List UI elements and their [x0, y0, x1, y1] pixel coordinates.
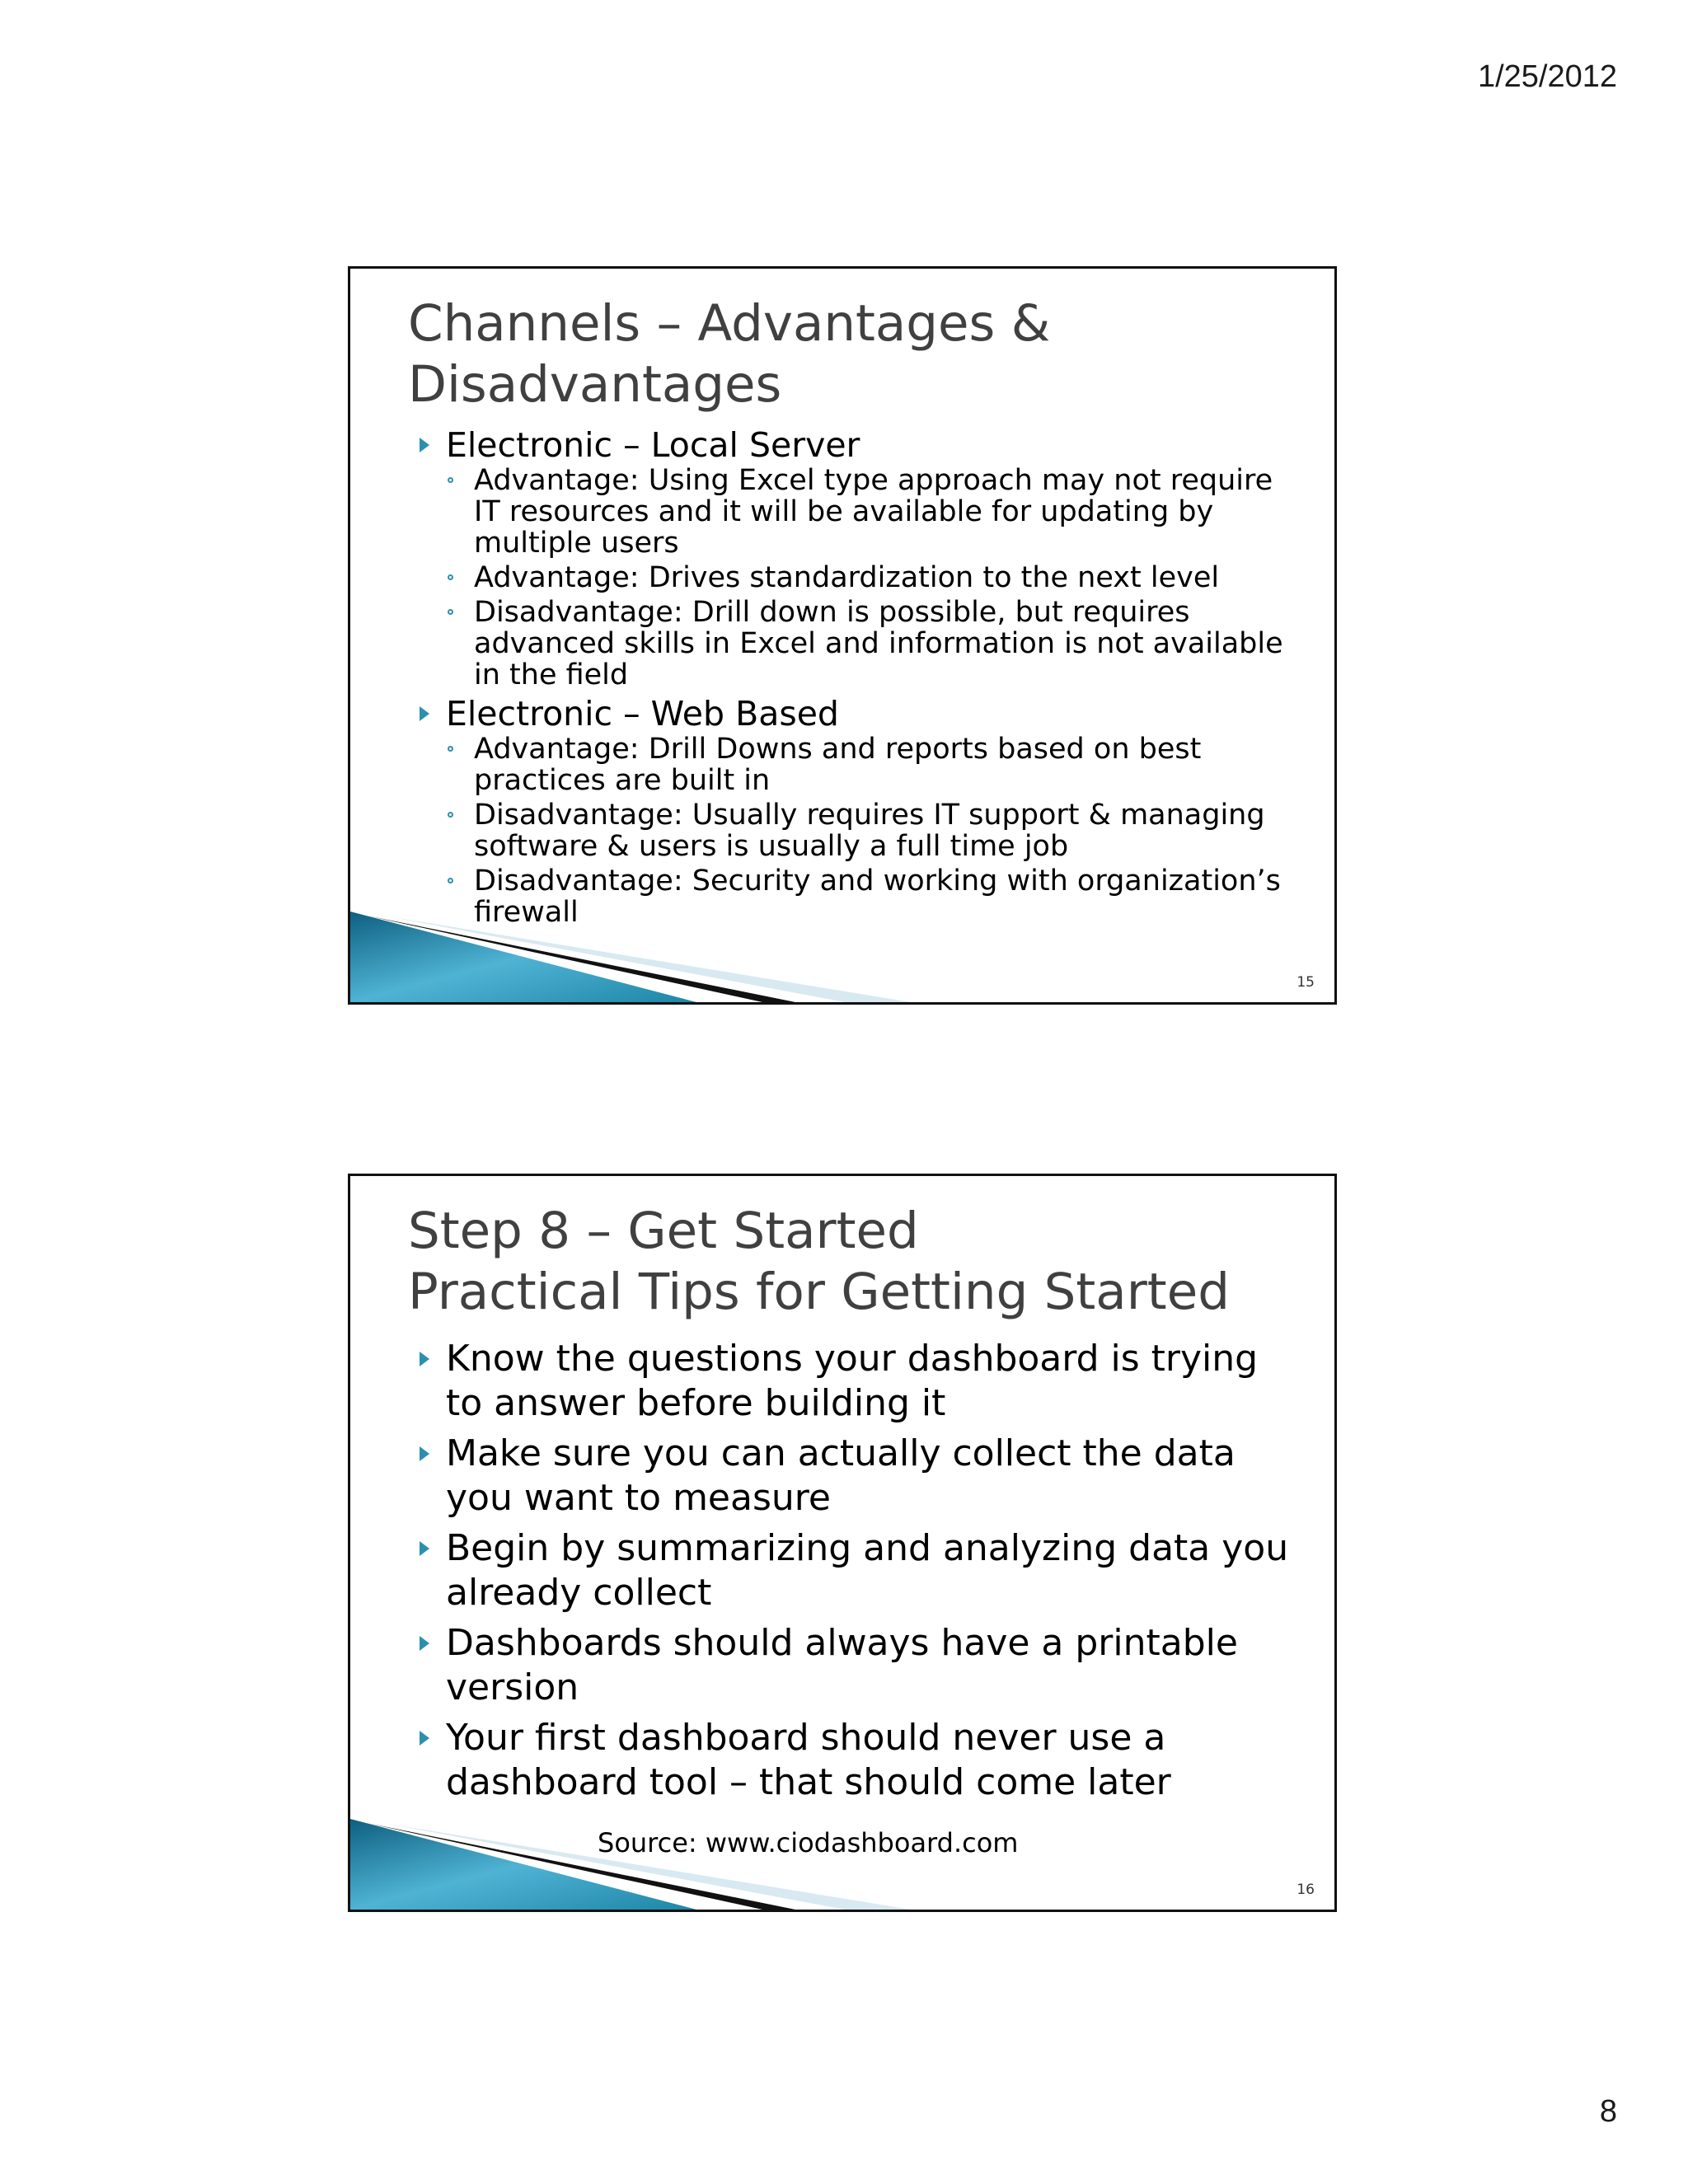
page-number: 8 — [1599, 2094, 1617, 2129]
bullet-item — [408, 1621, 1298, 1710]
slide-title-line: Channels – Advantages & — [408, 294, 1051, 353]
sub-bullet-item — [436, 562, 1298, 593]
triangle-bullet-icon — [420, 1636, 429, 1651]
bullet-text: Dashboards should always have a printable version — [446, 1622, 1238, 1708]
source-citation: Source: www.ciodashboard.com — [598, 1827, 1019, 1858]
sub-bullet-text: Advantage: Drives standardization to the next level — [474, 561, 1220, 594]
sub-bullet-item — [436, 865, 1298, 928]
sub-bullet-text: Disadvantage: Security and working with organization’s firewall — [474, 865, 1281, 929]
bullet-item — [408, 1526, 1298, 1615]
bullet-item — [408, 1337, 1298, 1426]
bullet-list — [408, 425, 1298, 931]
sub-bullet-item — [436, 465, 1298, 559]
slide-16 — [348, 1174, 1337, 1912]
triangle-bullet-icon — [420, 1731, 429, 1746]
bullet-text: Your first dashboard should never use a dashboard tool – that should come later — [446, 1717, 1171, 1803]
slide-title-line: Step 8 – Get Started — [408, 1202, 919, 1260]
bullet-text: Electronic – Web Based — [446, 694, 839, 733]
ring-bullet-icon — [448, 746, 453, 752]
triangle-bullet-icon — [420, 1446, 429, 1461]
slide-title-line: Practical Tips for Getting Started — [408, 1263, 1230, 1321]
bullet-text: Know the questions your dashboard is trying to answer before building it — [446, 1338, 1259, 1424]
bullet-item — [408, 425, 1298, 691]
bullet-text: Electronic – Local Server — [446, 425, 860, 465]
slide-title — [408, 1201, 1298, 1323]
ring-bullet-icon — [448, 878, 453, 883]
ring-bullet-icon — [448, 574, 453, 580]
triangle-bullet-icon — [420, 1352, 429, 1366]
bullet-list — [408, 1337, 1298, 1811]
slide-number: 16 — [1296, 1882, 1315, 1898]
triangle-bullet-icon — [420, 438, 429, 452]
ring-bullet-icon — [448, 812, 453, 818]
sub-bullet-text: Advantage: Using Excel type approach may not require IT resources and it will be available for updating by multiple users — [474, 464, 1273, 560]
sub-bullet-text: Advantage: Drill Downs and reports based on best practices are built in — [474, 733, 1202, 797]
sub-bullet-text: Disadvantage: Drill down is possible, but requires advanced skills in Excel and information is not available in the field — [474, 596, 1283, 691]
sub-bullet-list — [436, 733, 1298, 928]
sub-bullet-text: Disadvantage: Usually requires IT support & managing software & users is usually a full time job — [474, 799, 1265, 863]
bullet-item — [408, 1432, 1298, 1521]
bullet-text: Begin by summarizing and analyzing data you already collect — [446, 1527, 1289, 1614]
sub-bullet-item — [436, 597, 1298, 691]
bullet-text: Make sure you can actually collect the data you want to measure — [446, 1432, 1236, 1519]
sub-bullet-item — [436, 733, 1298, 796]
bullet-item — [408, 694, 1298, 928]
ring-bullet-icon — [448, 477, 453, 483]
page-date: 1/25/2012 — [1477, 59, 1617, 94]
sub-bullet-item — [436, 799, 1298, 862]
slide-title — [408, 293, 1298, 415]
bullet-item — [408, 1716, 1298, 1805]
triangle-bullet-icon — [420, 706, 429, 721]
ring-bullet-icon — [448, 609, 453, 615]
slide-number: 15 — [1296, 974, 1315, 991]
slide-title-line: Disadvantages — [408, 355, 782, 414]
sub-bullet-list — [436, 465, 1298, 691]
triangle-bullet-icon — [420, 1541, 429, 1556]
slide-15 — [348, 266, 1337, 1005]
